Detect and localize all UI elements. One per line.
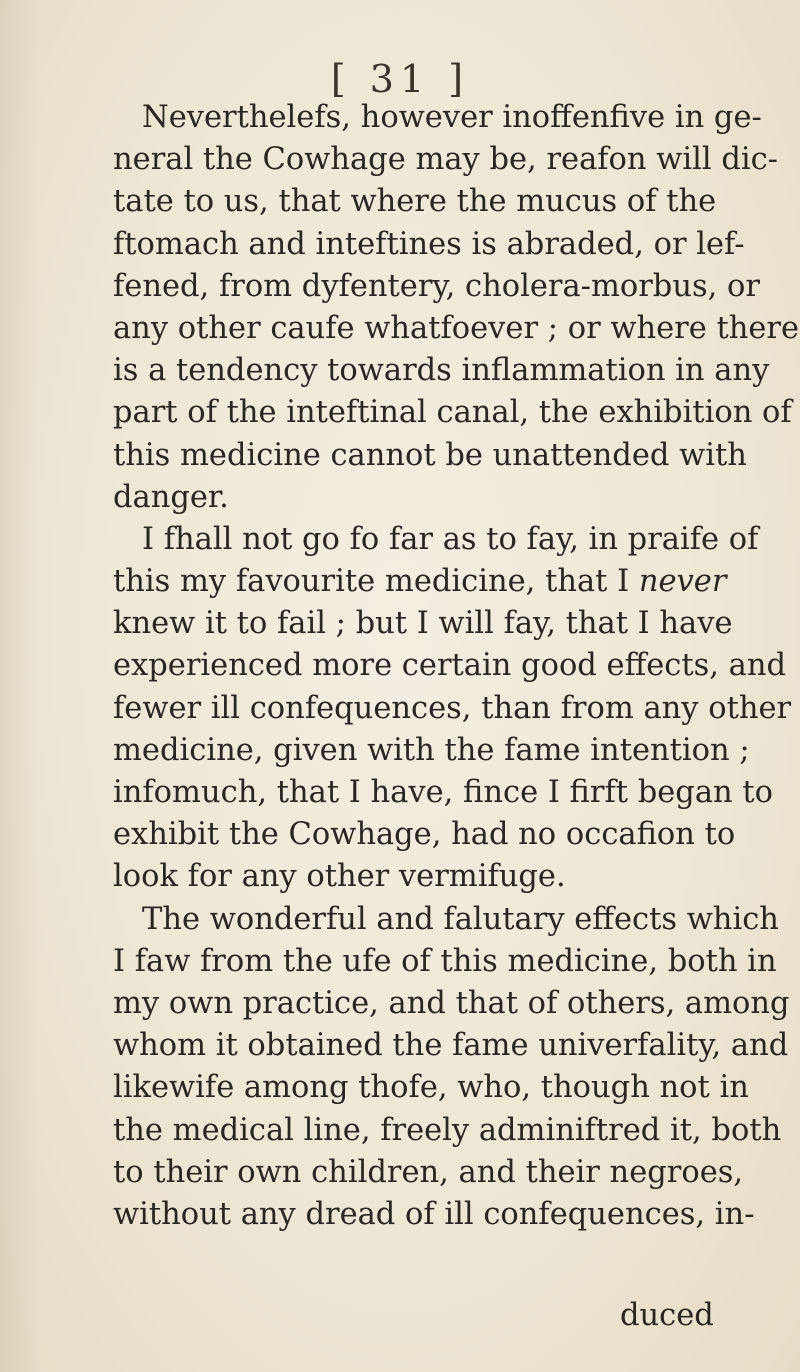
text-line: ftomach and inteftines is abraded, or lef- (113, 226, 745, 262)
text-line: experienced more certain good effects, and (113, 648, 787, 684)
text-line: neral the Cowhage may be, reafon will dic- (113, 142, 778, 178)
gutter-shadow (0, 0, 40, 1372)
page-number: [ 31 ] (330, 57, 470, 101)
text-line-with-italic (113, 561, 727, 603)
text-line: danger. (113, 479, 229, 515)
text-line: is a tendency towards inflammation in any (113, 353, 770, 389)
italic-line-text: this my favourite medicine, that I never (113, 564, 727, 600)
text-line: to their own children, and their negroes, (113, 1154, 744, 1190)
text-line: medicine, given with the fame intention ; (113, 732, 750, 768)
text-line: Neverthelefs, however inoffenfive in ge- (142, 100, 762, 135)
text-line: infomuch, that I have, fince I firft began to (113, 775, 773, 810)
text-line: exhibit the Cowhage, had no occafion to (113, 817, 736, 853)
catchword: duced (620, 1298, 714, 1333)
text-line: my own practice, and that of others, among (113, 985, 790, 1021)
text-line: the medical line, freely adminiftred it, both (113, 1112, 782, 1148)
text-line: look for any other vermifuge. (113, 859, 566, 895)
text-line: I fhall not go fo far as to fay, in praife of (142, 521, 759, 557)
text-line: knew it to fail ; but I will fay, that I have (113, 606, 733, 642)
text-line: fened, from dyfentery, cholera-morbus, or (113, 268, 760, 304)
body-text (113, 97, 800, 1236)
text-line: tate to us, that where the mucus of the (113, 184, 717, 220)
text-line: any other caufe whatfoever ; or where there (113, 310, 800, 346)
italic-emphasis: never (638, 564, 727, 600)
text-line: part of the inteftinal canal, the exhibition of (113, 395, 792, 431)
text-line: fewer ill confequences, than from any other (113, 690, 792, 726)
text-line: without any dread of ill confequences, in- (113, 1196, 755, 1232)
text-line: likewife among thofe, who, though not in (113, 1070, 749, 1106)
text-line: I faw from the ufe of this medicine, both in (113, 943, 777, 979)
text-line: whom it obtained the fame univerfality, and (113, 1028, 789, 1064)
text-line: The wonderful and falutary effects which (142, 901, 779, 937)
text-line: this medicine cannot be unattended with (113, 437, 747, 473)
